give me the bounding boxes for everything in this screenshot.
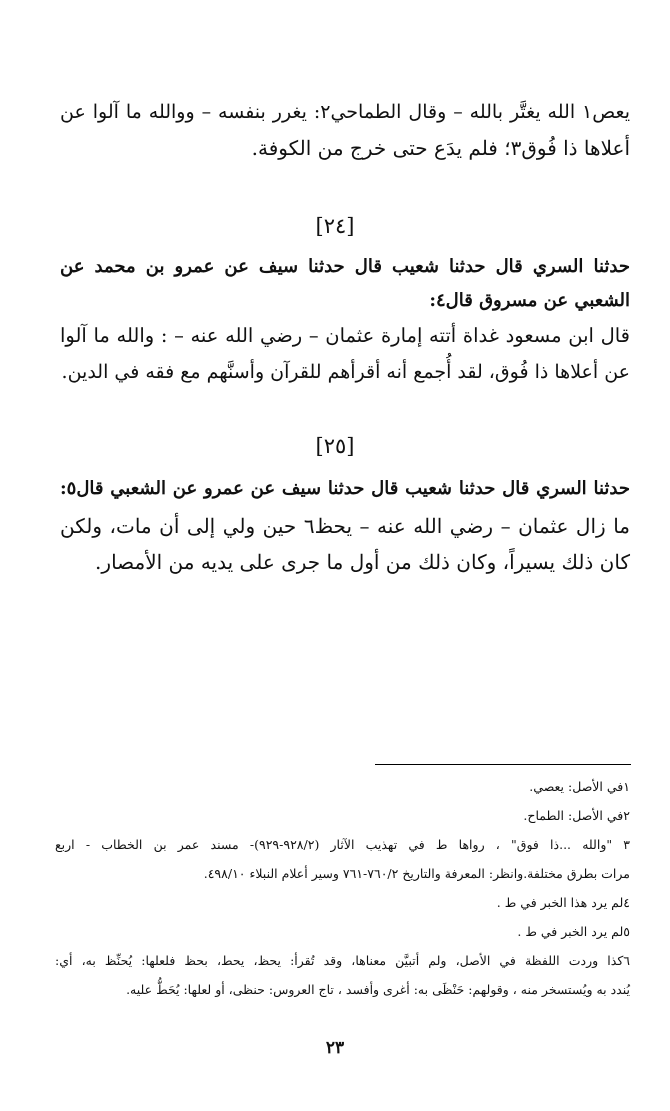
paragraph-24: [60, 318, 630, 390]
paragraph-25: [60, 508, 630, 580]
text-line: كان ذلك يسيراً، وكان ذلك من أول ما جرى على يديه من الأمصار.: [95, 550, 630, 574]
text-line: ما زال عثمان – رضي الله عنه – يحظ٦ حين ولي إلى أن مات، ولكن: [60, 514, 630, 538]
text-line: قال ابن مسعود غداة أتته إمارة عثمان – رضي الله عنه – : والله ما آلوا: [60, 324, 630, 347]
text-line: عن أعلاها ذا فُوق، لقد أُجمع أنه أقرأهم للقرآن وأسنَّهم مع فقه في الدين.: [61, 361, 630, 383]
footnotes: [55, 772, 630, 1004]
footnote: ٦كذا وردت اللفظة في الأصل، ولم أتبيَّن معناها، وقد تُقرأ: يحظ، يحط، بحظ فلعلها: يُحنِّظ به، أي:: [55, 953, 630, 968]
section-number-25: [٢٥]: [315, 434, 355, 458]
isnad-25: [60, 472, 630, 506]
isnad-line: الشعبي عن مسروق قال٤:: [429, 290, 630, 311]
footnote: ١في الأصل: يعصي.: [529, 779, 630, 794]
text-line: يعص١ الله يغتَّر بالله – وقال الطماحي٢: يغرر بنفسه – ووالله ما آلوا عن: [60, 101, 630, 123]
footnote: ٥لم يرد الخبر في ط .: [517, 924, 630, 939]
paragraph-1: [60, 94, 630, 166]
section-number-24: [٢٤]: [315, 214, 355, 238]
isnad-line: حدثنا السري قال حدثنا شعيب قال حدثنا سيف عن عمرو بن محمد عن: [60, 256, 630, 277]
footnote: ٤لم يرد هذا الخبر في ط .: [496, 895, 630, 910]
text-line: أعلاها ذا فُوق٣؛ فلم يدَع حتى خرج من الكوفة.: [251, 136, 630, 160]
isnad-line: حدثنا السري قال حدثنا شعيب قال حدثنا سيف عن عمرو عن الشعبي قال٥:: [60, 478, 630, 499]
footnote-separator: [375, 764, 631, 765]
isnad-24: [60, 250, 630, 318]
footnote: مرات بطرق مختلفة.وانظر: المعرفة والتاريخ ٧٦٠/٢-٧٦١ وسير أعلام النبلاء ٤٩٨/١٠.: [203, 866, 630, 881]
footnote: ٣ "والله ...ذا فوق" ، رواها ط في تهذيب الآثار (٩٢٨/٢-٩٢٩)- مسند عمر بن الخطاب - اربع: [55, 837, 630, 852]
footnote: يُندد به ويُستسخر منه ، وقولهم: حَنْظَى به: أغرى وأفسد ، تاج العروس: حنظى، أو لعلها: يُحَطُّ عليه.: [126, 982, 630, 997]
footnote: ٢في الأصل: الطماح.: [523, 808, 630, 823]
page-number: ٢٣: [325, 1038, 345, 1058]
